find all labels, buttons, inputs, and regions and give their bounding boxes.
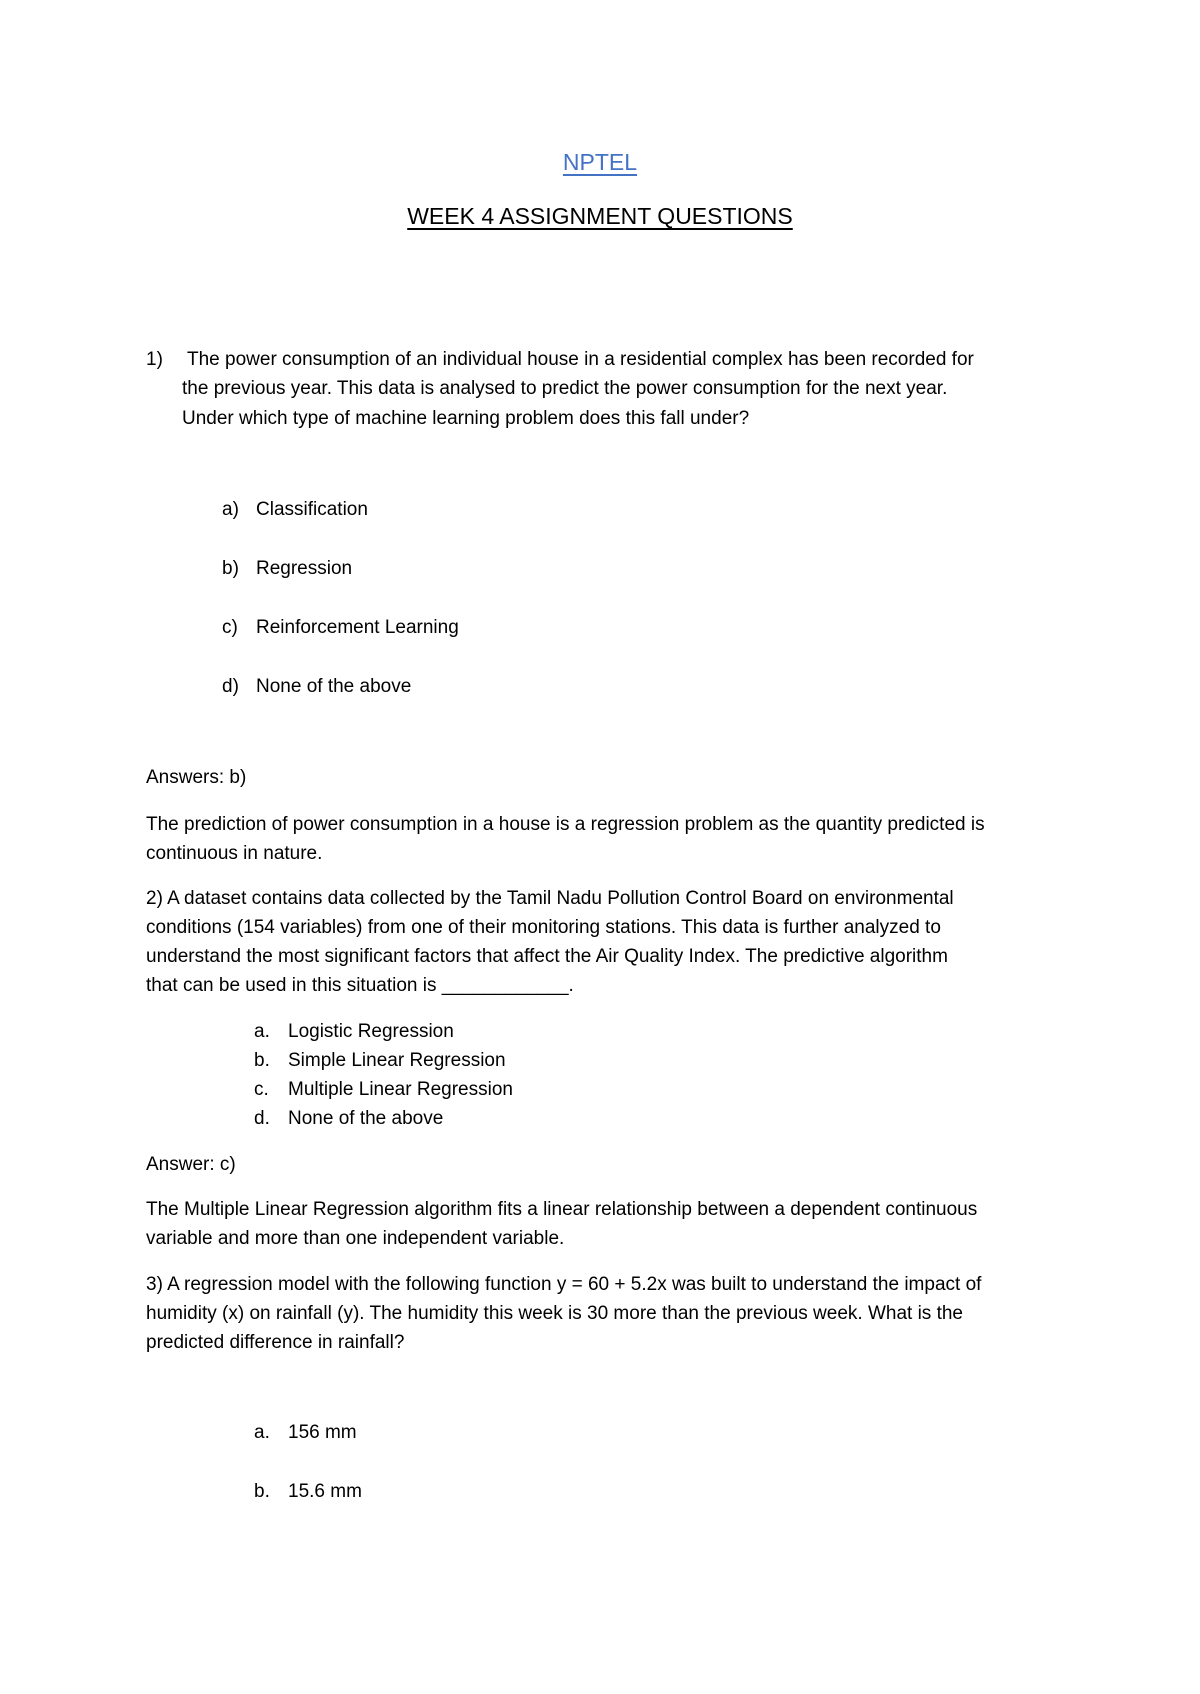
option-text: None of the above [288,1108,444,1129]
question-2-option-b [254,1046,506,1075]
page-subtitle: WEEK 4 ASSIGNMENT QUESTIONS [407,203,793,229]
question-2-option-c [254,1075,513,1104]
option-text: Regression [256,558,353,579]
question-1-option-d [222,672,411,701]
question-1-option-a [222,495,368,524]
question-3-option-b [254,1477,362,1506]
question-3-line: humidity (x) on rainfall (y). The humidity this week is 30 more than the previous week. What is the [146,1303,963,1324]
option-text: Reinforcement Learning [256,617,459,638]
question-3-line: predicted difference in rainfall? [146,1332,405,1353]
question-3-line: 3) A regression model with the following function y = 60 + 5.2x was built to understand the impact of [146,1274,982,1295]
question-2-answer: Answer: c) [146,1154,236,1175]
question-2-explanation: The Multiple Linear Regression algorithm fits a linear relationship between a dependent continuous [146,1199,978,1220]
option-letter: b) [222,558,239,579]
question-1-explanation: continuous in nature. [146,843,323,864]
option-letter: b. [254,1050,270,1071]
option-text: Logistic Regression [288,1021,454,1042]
option-letter: d) [222,676,239,697]
question-2-line: conditions (154 variables) from one of their monitoring stations. This data is further analyzed to [146,917,941,938]
question-2-option-d [254,1104,443,1133]
question-1-line: The power consumption of an individual house in a residential complex has been recorded for [187,349,974,370]
option-text: Multiple Linear Regression [288,1079,513,1100]
question-1-option-b [222,554,352,583]
question-1-explanation: The prediction of power consumption in a house is a regression problem as the quantity predicted is [146,814,985,835]
option-text: Simple Linear Regression [288,1050,506,1071]
question-1-line: the previous year. This data is analysed to predict the power consumption for the next year. [182,378,948,399]
option-text: None of the above [256,676,412,697]
option-text: 156 mm [288,1422,357,1443]
question-1-answer: Answers: b) [146,767,247,788]
option-text: 15.6 mm [288,1481,362,1502]
option-letter: a. [254,1021,270,1042]
option-letter: c) [222,617,238,638]
question-2-line: 2) A dataset contains data collected by the Tamil Nadu Pollution Control Board on environmental [146,888,954,909]
question-3-option-a [254,1418,357,1447]
option-letter: a) [222,499,239,520]
question-2-line: understand the most significant factors that affect the Air Quality Index. The predictive algorithm [146,946,948,967]
question-2-explanation: variable and more than one independent variable. [146,1228,565,1249]
option-letter: a. [254,1422,270,1443]
question-1-line: Under which type of machine learning problem does this fall under? [182,408,750,429]
question-1-number: 1) [146,349,163,370]
question-2-option-a [254,1017,454,1046]
option-text: Classification [256,499,368,520]
question-1-option-c [222,613,459,642]
question-2-line: that can be used in this situation is ____________. [146,975,574,996]
option-letter: c. [254,1079,269,1100]
option-letter: d. [254,1108,270,1129]
option-letter: b. [254,1481,270,1502]
page-title: NPTEL [562,149,638,175]
